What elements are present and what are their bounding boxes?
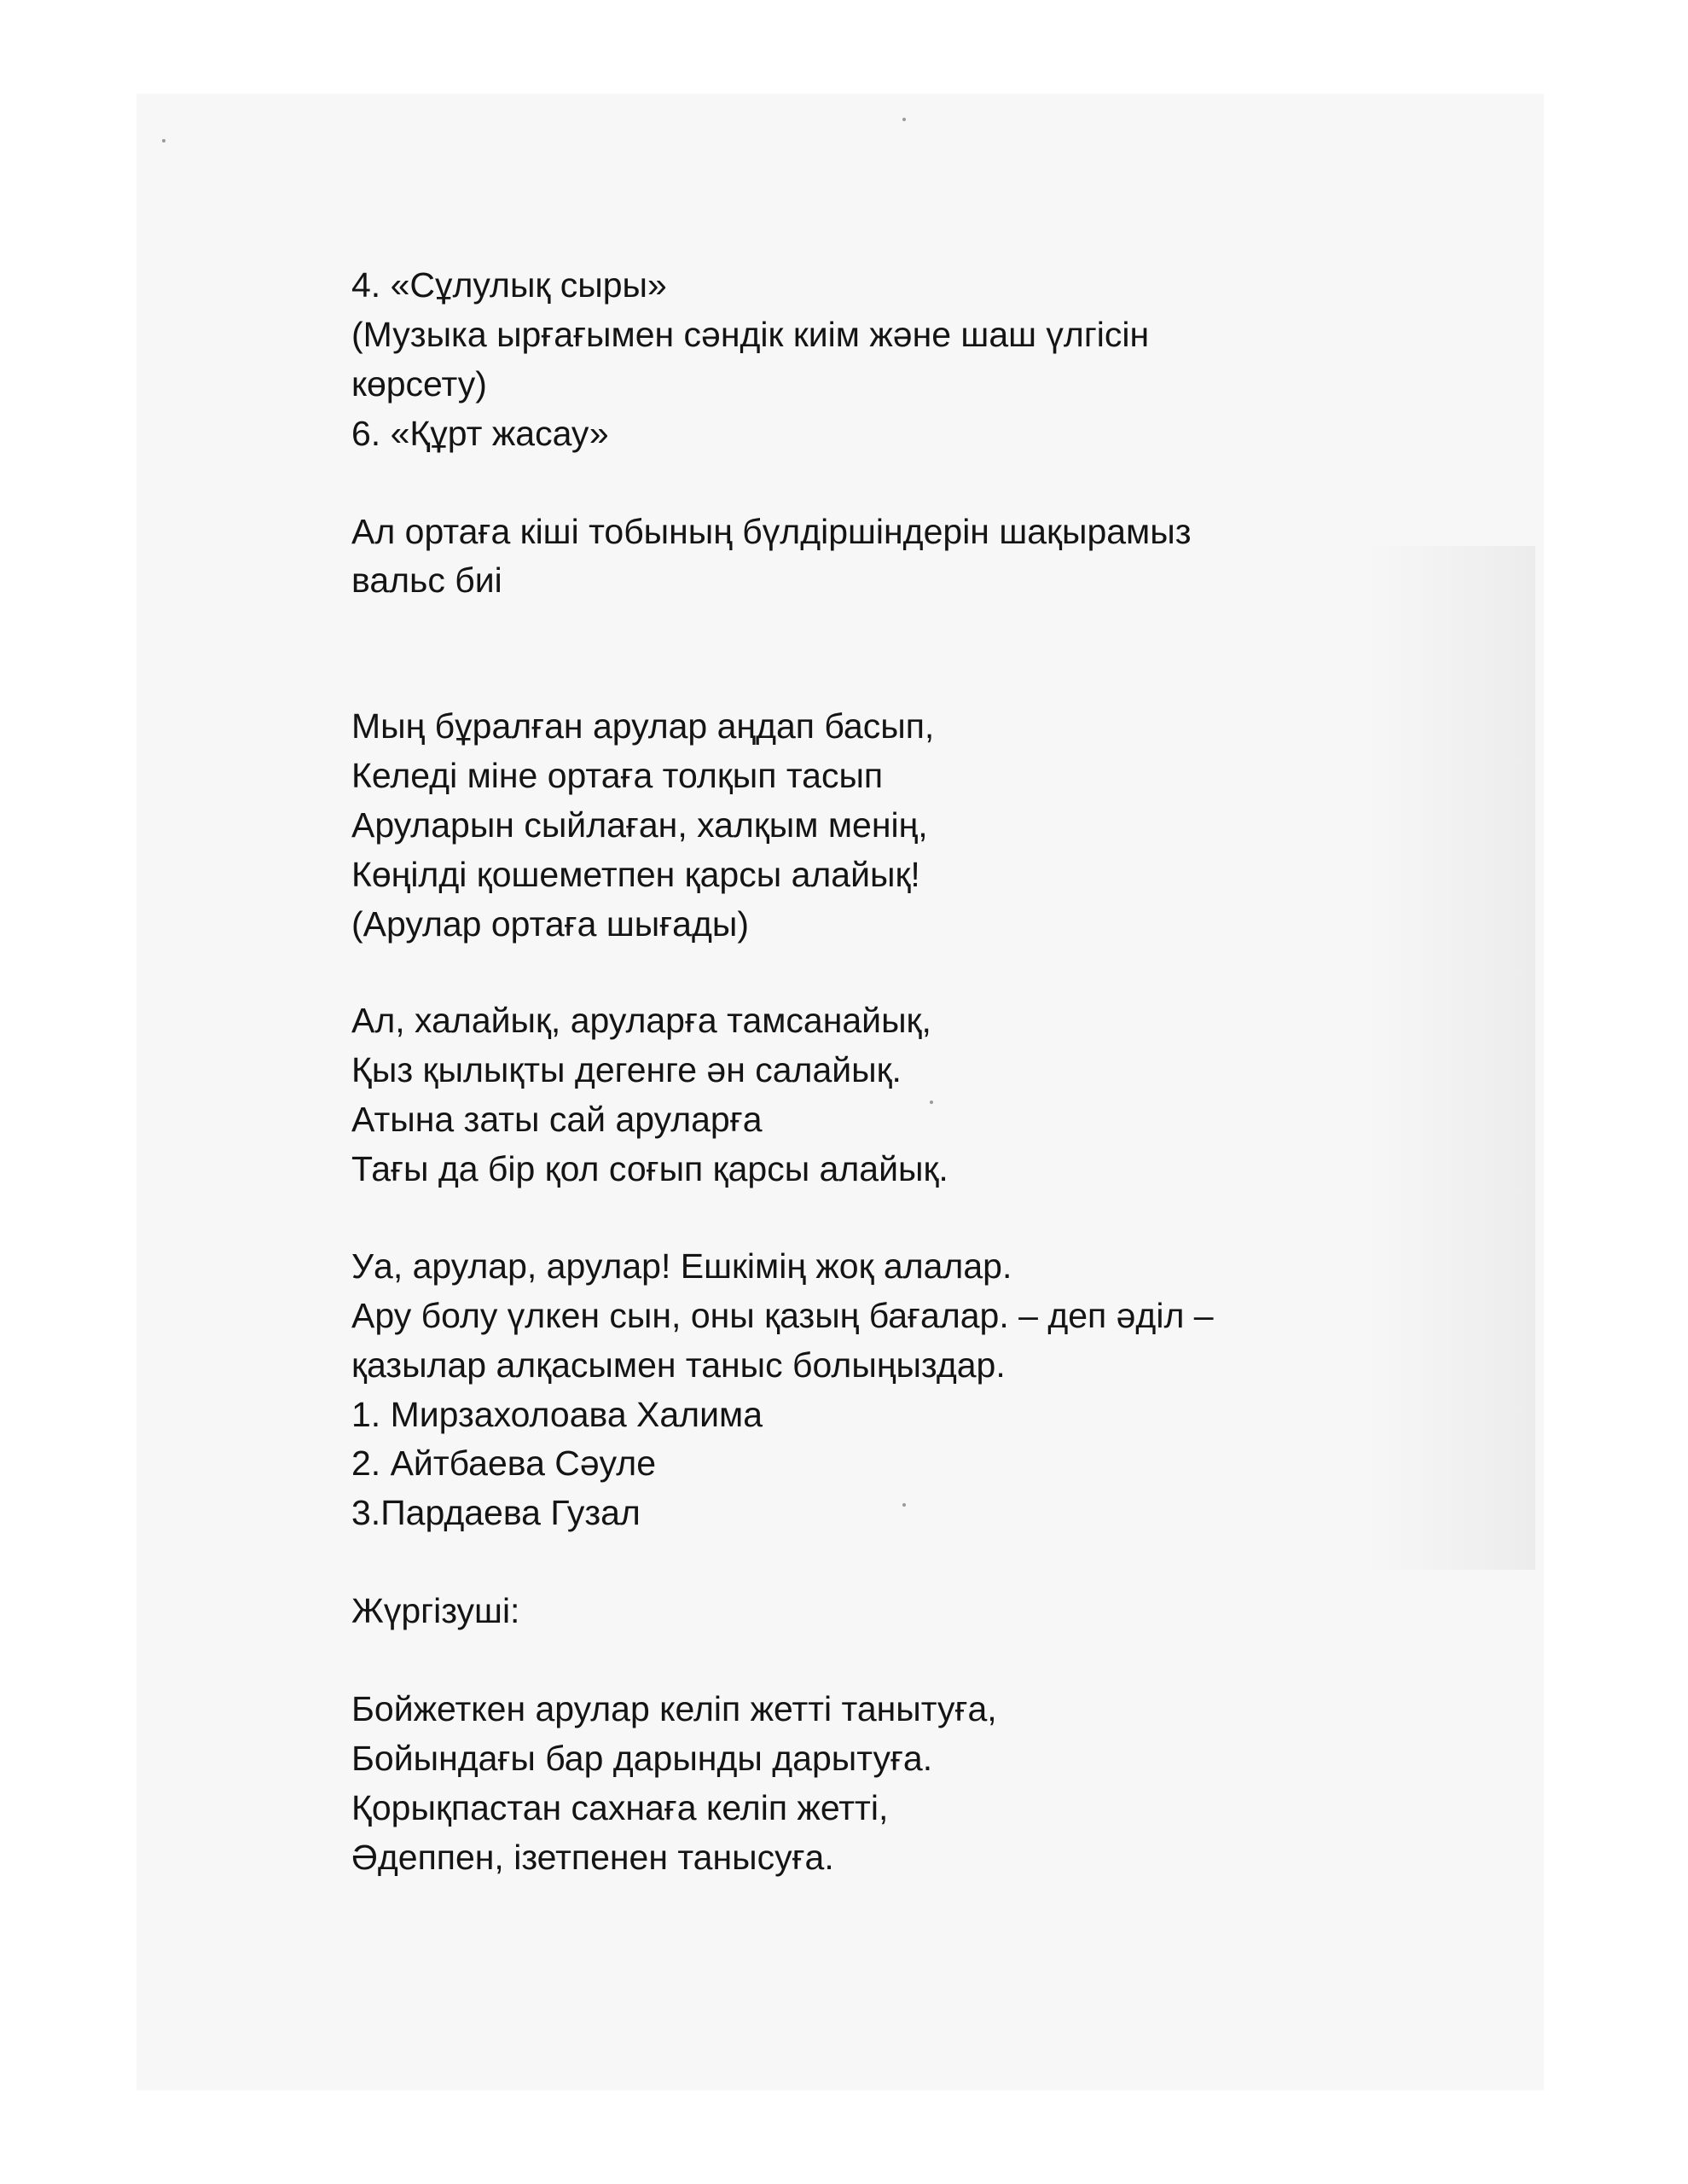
text-line: қазылар алқасымен таныс болыңыздар. [351,1345,1006,1385]
text-line: Аруларын сыйлаған, халқым менің, [351,805,928,845]
scan-speck [930,1101,933,1104]
text-line: Жүргізуші: [351,1591,520,1630]
text-line: Ал ортаға кіші тобының бүлдіршіндерін шақырамыз [351,512,1192,551]
scan-speck [902,118,906,121]
text-line: 2. Айтбаева Сәуле [351,1443,657,1483]
scan-speck [902,1503,906,1507]
text-line: 4. «Сұлулық сыры» [351,265,667,305]
text-line: Көңілді қошеметпен қарсы алайық! [351,855,920,894]
scan-shadow [1365,546,1535,1570]
text-line: Мың бұралған арулар аңдап басып, [351,706,935,746]
text-line: Ару болу үлкен сын, оны қазың бағалар. – деп әділ – [351,1296,1214,1335]
text-line: 6. «Құрт жасау» [351,414,609,453]
text-line: 1. Мирзахолоава Халима [351,1395,763,1434]
text-line: көрсету) [351,364,487,404]
text-line: Тағы да бір қол соғып қарсы алайық. [351,1149,948,1188]
text-line: Уа, арулар, арулар! Ешкімің жоқ алалар. [351,1246,1012,1286]
scan-speck [162,139,165,142]
text-line: Қыз қылықты дегенге ән салайық. [351,1050,902,1089]
text-line: Бойжеткен арулар келіп жетті танытуға, [351,1689,997,1728]
text-line: Әдеппен, ізетпенен танысуға. [351,1838,834,1877]
text-line: вальс биі [351,561,502,600]
text-line: Келеді міне ортаға толқып тасып [351,756,884,795]
text-line: (Арулар ортаға шығады) [351,904,749,944]
text-line: Ал, халайық, аруларға тамсанайық, [351,1001,931,1040]
text-line: Бойындағы бар дарынды дарытуға. [351,1739,933,1778]
text-line: (Музыка ырғағымен сәндік киім және шаш үлгісін [351,315,1150,354]
text-line: Қорықпастан сахнаға келіп жетті, [351,1788,889,1827]
text-line: 3.Пардаева Гузал [351,1493,641,1532]
text-line: Атына заты сай аруларға [351,1100,763,1139]
